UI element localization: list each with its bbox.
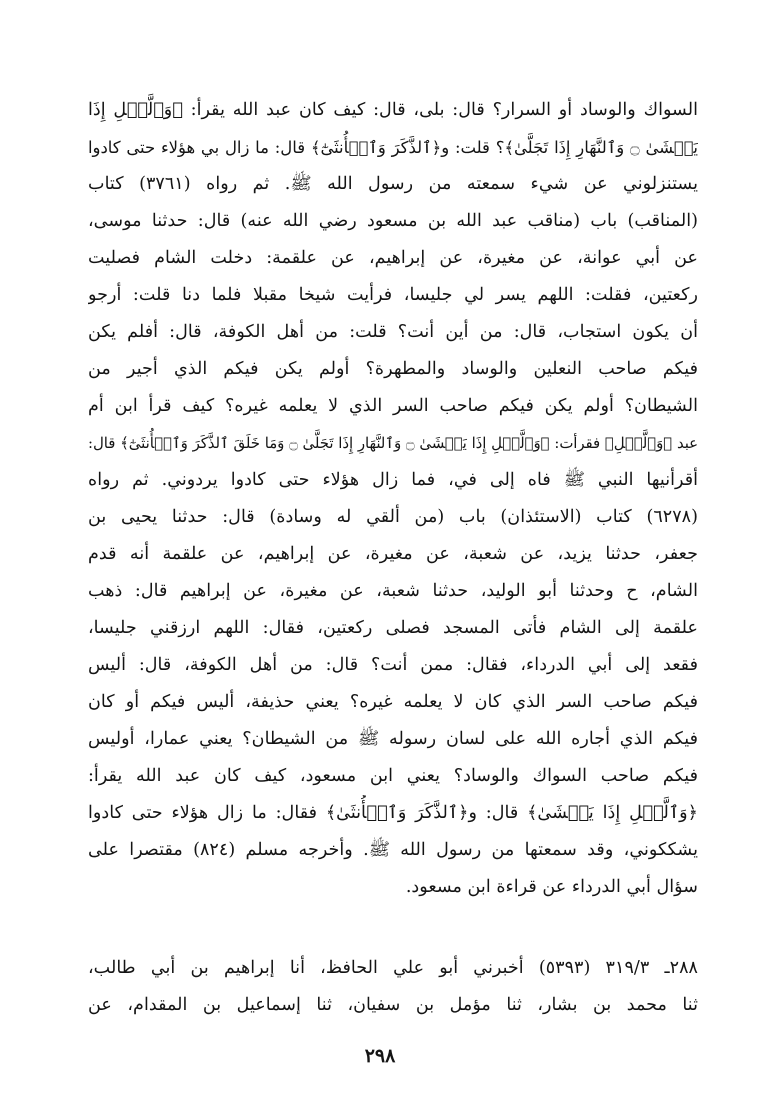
entry-line: ٢٨٨ـ ٣١٩/٣ (٥٣٩٣) أخبرني أبو علي الحافظ، أنا إبراهيم بن أبي طالب، [88,958,698,978]
text-line: ﴿وَٱلَّيۡلِ إِذَا يَغۡشَىٰ﴾ قال: و﴿ٱلذَّكَرَ وَٱلۡأُنثَىٰ﴾ فقال: ما زال هؤلاء حتى كادوا [88,803,698,823]
text-line: السواك والوساد أو السرار؟ قال: بلى، قال: كيف كان عبد الله يقرأ: ﴿وَٱلَّيۡلِ إِذَا [88,100,698,120]
text-line: فقعد إلى أبي الدرداء، فقال: ممن أنت؟ قال: من أهل الكوفة، قال: أليس [88,655,698,675]
text-line: يستنزلوني عن شيء سمعته من رسول الله ﷺ. ثم رواه (٣٧٦١) كتاب [88,174,698,194]
text-line: علقمة إلى الشام فأتى المسجد فصلى ركعتين، فقال: اللهم ارزقني جليسا، [88,618,698,638]
text-line: عن أبي عوانة، عن مغيرة، عن إبراهيم، عن علقمة: دخلت الشام فصليت [88,248,698,268]
page-number: ٢٩٨ [364,1045,396,1067]
text-line: الشيطان؟ أولم يكن فيكم صاحب السر الذي لا يعلمه غيره؟ كيف قرأ ابن أم [88,396,698,416]
main-text [88,92,698,906]
text-line: (المناقب) باب (مناقب عبد الله بن مسعود رضي الله عنه) قال: حدثنا موسى، [88,211,698,231]
text-line: فيكم صاحب السواك والوساد؟ يعني ابن مسعود، كيف كان عبد الله يقرأ: [88,766,698,786]
text-line: ركعتين، فقلت: اللهم يسر لي جليسا، فرأيت شيخا مقبلا فلما دنا قلت: أرجو [88,285,698,305]
text-line: أن يكون استجاب، قال: من أين أنت؟ قلت: من أهل الكوفة، قال: أفلم يكن [88,322,698,342]
text-line: جعفر، حدثنا يزيد، عن شعبة، عن مغيرة، عن إبراهيم، عن علقمة أنه قدم [88,544,698,564]
text-line: فيكم صاحب السر الذي كان لا يعلمه غيره؟ يعني حذيفة، أليس فيكم أو كان [88,692,698,712]
text-line: سؤال أبي الدرداء عن قراءة ابن مسعود. [405,877,698,897]
text-line: أقرأنيها النبي ﷺ فاه إلى في، فما زال هؤلاء حتى كادوا يردوني. ثم رواه [88,470,698,490]
text-line: عبد ﴿وَٱلَّيۡلِ﴾ فقرأت: ﴿وَٱلَّيۡلِ إِذَا يَغۡشَىٰ ۝ وَٱلنَّهَارِ إِذَا تَجَلَّىٰ ۝ وَمَا خَلَقَ ٱلذَّكَرَ وَٱلۡأُنثَىٰٓ﴾ قال: [88,435,698,452]
text-line: فيكم الذي أجاره الله على لسان رسوله ﷺ من الشيطان؟ يعني عمارا، أوليس [88,729,698,749]
text-line: (٦٢٧٨) كتاب (الاستئذان) باب (من ألقي له وسادة) قال: حدثنا يحيى بن [88,507,698,527]
text-line: فيكم صاحب النعلين والوساد والمطهرة؟ أولم يكن فيكم الذي أجير من [88,359,698,379]
text-line: الشام، ح وحدثنا أبو الوليد، حدثنا شعبة، عن مغيرة، عن إبراهيم قال: ذهب [88,581,698,601]
entry-line: ثنا محمد بن بشار، ثنا مؤمل بن سفيان، ثنا إسماعيل بن المقدام، عن [88,995,698,1015]
text-line: يَغۡشَىٰ ۝ وَٱلنَّهَارِ إِذَا تَجَلَّىٰ﴾؟ قلت: و﴿ٱلذَّكَرَ وَٱلۡأُنثَىٰٓ﴾ قال: ما زال بي هؤلاء حتى كادوا [88,138,698,157]
hadith-entry [88,950,698,1024]
text-line: يشككوني، وقد سمعتها من رسول الله ﷺ. وأخرجه مسلم (٨٢٤) مقتصرا على [88,840,698,860]
